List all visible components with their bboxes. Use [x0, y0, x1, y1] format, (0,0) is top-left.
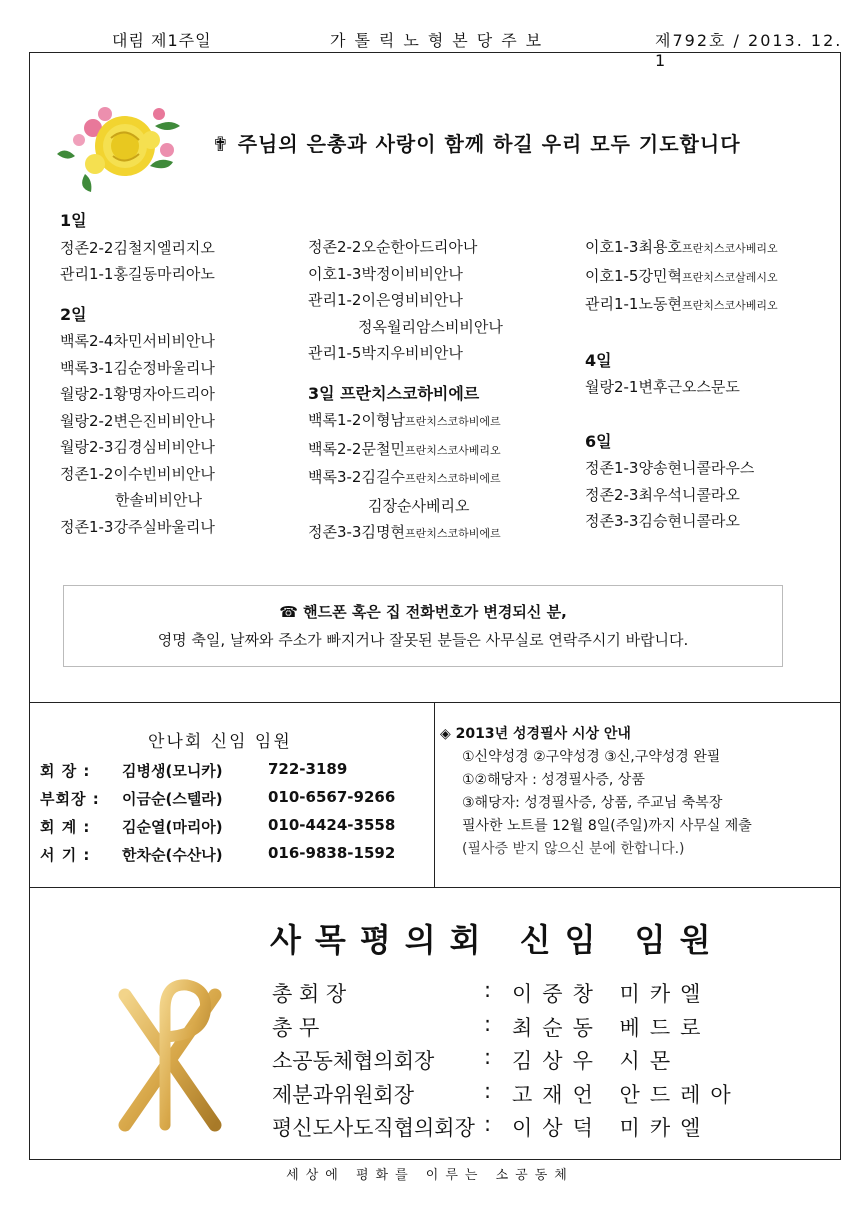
- list-item: 백록3-2김길수프란치스코하비에르: [308, 468, 501, 486]
- list-item: 월랑2-1변후근오스문도: [585, 378, 740, 396]
- day-heading: 2일: [60, 304, 87, 324]
- council-officers: [272, 978, 752, 1146]
- list-item: 관리1-1홍길동마리아노: [60, 265, 215, 283]
- list-item: 관리1-1노동현프란치스코사베리오: [585, 295, 778, 313]
- list-item: 정존1-2이수빈비비안나: [60, 464, 215, 483]
- list-item: 정존2-2김철지엘리지오: [60, 238, 215, 257]
- list-item: 정옥월리암스비비안나: [358, 317, 503, 336]
- council-row: 총 회 장 : 이중창 미카엘: [272, 978, 711, 1006]
- award-line: 필사한 노트를 12월 8일(주일)까지 사무실 제출: [462, 818, 752, 834]
- list-item: 월랑2-2변은진비비안나: [60, 411, 215, 430]
- council-row: 소공동체협의회장 : 김상우 시몬: [272, 1045, 681, 1073]
- birthday-column-1: [60, 208, 215, 540]
- list-item: 백록2-4차민서비비안나: [60, 332, 215, 350]
- council-title: 사목평의회 신임 임원: [270, 921, 725, 959]
- day-heading: 6일: [585, 431, 612, 451]
- header-week: 대림 제1주일: [112, 31, 212, 50]
- cross-icon: ✟: [212, 132, 230, 156]
- council-row: 총 무 : 최순동 베드로: [272, 1011, 711, 1040]
- list-item: 정존2-2오순한아드리아나: [308, 238, 478, 256]
- list-item: 김장순사베리오: [368, 496, 470, 515]
- list-item: 정존3-3김승현니콜라오: [585, 512, 740, 530]
- prayer-heading: [212, 128, 741, 157]
- day-heading: 4일: [585, 350, 612, 370]
- notice-line-2: 영명 축일, 날짜와 주소가 빠지거나 잘못된 분들은 사무실로 연락주시기 바랍니다.: [157, 631, 689, 649]
- header-title: 가톨릭노형본당주보: [330, 31, 551, 50]
- list-item: 정존2-3최우석니콜라오: [585, 485, 740, 504]
- list-item: 이호1-5강민혁프란치스코살레시오: [585, 266, 778, 285]
- diamond-bullet-icon: ◈: [440, 726, 451, 742]
- list-item: 정존1-3강주실바울리나: [60, 517, 215, 536]
- list-item: 이호1-3박정이비비안나: [308, 264, 463, 283]
- list-item: 백록2-2문철민프란치스코사베리오: [308, 439, 501, 458]
- birthday-column-2: [308, 234, 503, 548]
- council-row: 평신도사도직협의회장 : 이상덕 미카엘: [272, 1112, 711, 1140]
- day-heading: 1일: [60, 211, 87, 230]
- bible-award-notice: [440, 723, 752, 861]
- divider-vertical: [434, 702, 435, 887]
- officer-row: 회 계 : 김순열(마리아) 010-4424-3558: [40, 816, 396, 836]
- annahoe-title: 안나회 신임 임원: [148, 732, 292, 752]
- list-item: 백록1-2이형남프란치스코하비에르: [308, 411, 501, 429]
- award-note: (필사증 받지 않으신 분에 한합니다.): [462, 841, 685, 857]
- officer-row: 서 기 : 한차순(수산나) 016-9838-1592: [40, 844, 396, 864]
- phone-icon: ☎: [279, 603, 298, 621]
- list-item: 정존3-3김명현프란치스코하비에르: [308, 523, 501, 541]
- prayer-text: 주님의 은총과 사랑이 함께 하길 우리 모두 기도합니다: [237, 132, 741, 156]
- divider-2: [29, 887, 841, 888]
- list-item: 월랑2-3김경심비비안나: [60, 438, 215, 456]
- list-item: 한솔비비안나: [115, 491, 202, 509]
- flower-image: [55, 96, 190, 196]
- list-item: 이호1-3최용호프란치스코사베리오: [585, 238, 778, 256]
- officer-row: 부회장 : 이금순(스텔라) 010-6567-9266: [40, 788, 396, 808]
- officer-row: 회 장 : 김병생(모니카) 722-3189: [40, 760, 348, 780]
- annahoe-officers: [40, 760, 420, 872]
- award-line: ①신약성경 ②구약성경 ③신,구약성경 완필: [462, 749, 721, 765]
- list-item: 월랑2-1황명자아드리아: [60, 385, 215, 403]
- council-row: 제분과위원회장 : 고재언 안드레아: [272, 1078, 741, 1107]
- list-item: 관리1-5박지우비비안나: [308, 344, 463, 362]
- list-item: 백록3-1김순정바울리나: [60, 358, 215, 377]
- award-line: ①②해당자 : 성경필사증, 상품: [462, 772, 645, 788]
- birthday-column-3: [585, 234, 778, 535]
- list-item: 관리1-2이은영비비안나: [308, 291, 463, 309]
- award-title: ◈ 2013년 성경필사 시상 안내: [440, 726, 631, 742]
- award-line: ③해당자: 성경필사증, 상품, 주교님 축복장: [462, 795, 723, 811]
- contact-notice: [63, 585, 783, 667]
- list-item: 정존1-3양송현니콜라우스: [585, 459, 755, 477]
- notice-line-1: ☎ 핸드폰 혹은 집 전화번호가 변경되신 분,: [279, 603, 567, 621]
- chi-rho-icon: [105, 975, 235, 1135]
- footer-motto: 세상에 평화를 이루는 소공동체: [286, 1168, 574, 1183]
- divider-1: [29, 702, 841, 703]
- day-heading: 3일 프란치스코하비에르: [308, 383, 480, 403]
- header-issue: 제792호 / 2013. 12. 1: [655, 31, 843, 70]
